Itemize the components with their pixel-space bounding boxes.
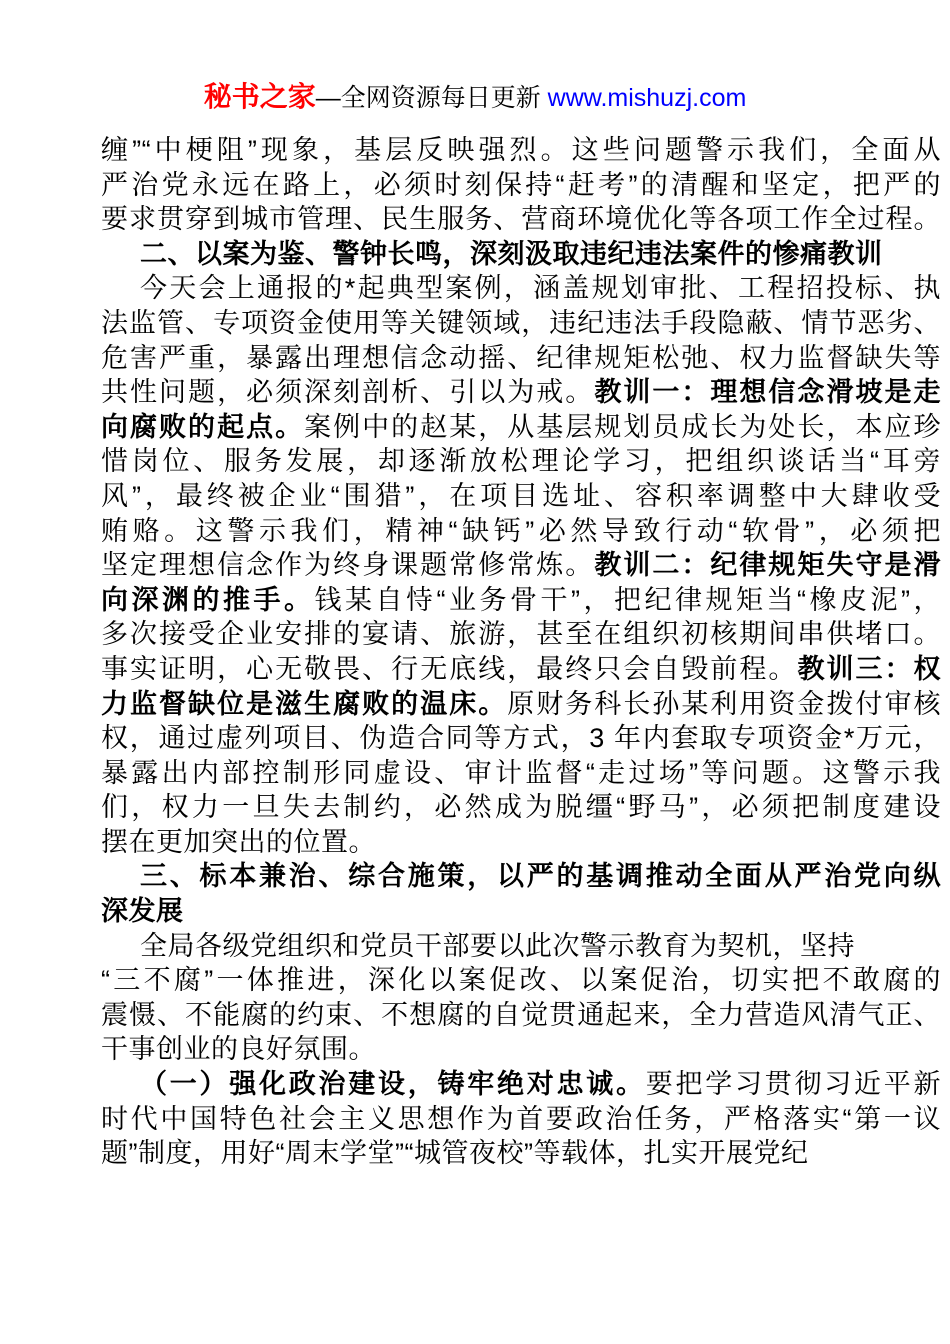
text-run: 要求贯穿到城市管理、民生服务、营商环境优化等各项工作全过程。 xyxy=(101,204,941,235)
text-run: 全局各级党组织和党员干部要以此次警示教育为契机，坚持 xyxy=(140,930,855,961)
text-line xyxy=(101,583,941,618)
text-line xyxy=(101,825,941,860)
site-name: 秘书之家 xyxy=(203,81,316,112)
site-url-link[interactable]: www.mishuzj.com xyxy=(547,84,747,112)
text-line xyxy=(101,1032,941,1067)
text-line xyxy=(101,168,941,203)
bold-text-run: 教训三：权 xyxy=(797,653,941,684)
text-line xyxy=(101,756,941,791)
bold-text-run: 深发展 xyxy=(101,896,184,927)
text-line xyxy=(101,721,941,756)
text-run: 们，权力一旦失去制约，必然成为脱缰“野马”，必须把制度建设 xyxy=(101,792,941,823)
text-run: 缠”“中梗阻”现象，基层反映强烈。这些问题警示我们，全面从 xyxy=(101,135,941,165)
text-run: 法监管、专项资金使用等关键领域，违纪违法手段隐蔽、情节恶劣、 xyxy=(101,307,941,338)
text-run: 题”制度，用好“周末学堂”“城管夜校”等载体，扎实开展党纪 xyxy=(101,1138,809,1169)
text-run: 暴露出内部控制形同虚设、审计监督“走过场”等问题。这警示我 xyxy=(101,757,941,788)
text-run: 贿赂。这警示我们，精神“缺钙”必然导致行动“软骨”，必须把 xyxy=(101,515,941,546)
text-line xyxy=(101,1136,941,1171)
text-run: 震慑、不能腐的约束、不想腐的自觉贯通起来，全力营造风清气正、 xyxy=(101,999,941,1030)
text-run: 严治党永远在路上，必须时刻保持“赶考”的清醒和坚定，把严的 xyxy=(101,169,941,200)
text-run: 事实证明，心无敬畏、行无底线，最终只会自毁前程。 xyxy=(101,653,798,684)
text-line xyxy=(101,202,941,237)
text-line xyxy=(101,1102,941,1137)
text-line xyxy=(101,341,941,376)
text-run: 今天会上通报的*起典型案例，涵盖规划审批、工程招投标、执 xyxy=(140,273,941,304)
text-line xyxy=(101,133,941,168)
text-line xyxy=(101,444,941,479)
heading-line xyxy=(101,894,941,929)
text-run: 共性问题，必须深刻剖析、引以为戒。 xyxy=(101,377,595,408)
site-tagline: —全网资源每日更新 xyxy=(315,84,548,112)
text-line xyxy=(101,963,941,998)
text-run: 钱某自恃“业务骨干”，把纪律规矩当“橡皮泥”， xyxy=(314,584,941,615)
bold-text-run: 向深渊的推手。 xyxy=(101,584,315,615)
text-run: 危害严重，暴露出理想信念动摇、纪律规矩松弛、权力监督缺失等 xyxy=(101,342,941,373)
text-line xyxy=(101,1067,941,1102)
bold-text-run: 教训二：纪律规矩失守是滑 xyxy=(594,550,941,581)
text-line xyxy=(101,271,941,306)
text-run: 干事创业的良好氛围。 xyxy=(101,1034,376,1065)
bold-text-run: 向腐败的起点。 xyxy=(101,411,305,442)
bold-text-run: 三、标本兼治、综合施策，以严的基调推动全面从严治党向纵 xyxy=(140,861,941,892)
text-run: 要把学习贯彻习近平新 xyxy=(645,1069,941,1100)
text-line xyxy=(101,514,941,549)
site-header xyxy=(0,82,950,113)
text-run: 多次接受企业安排的宴请、旅游，甚至在组织初核期间串供堵口。 xyxy=(101,619,941,650)
text-line xyxy=(101,548,941,583)
text-line xyxy=(101,998,941,1033)
heading-line xyxy=(101,859,941,894)
text-run: 惜岗位、服务发展，却逐渐放松理论学习，把组织谈话当“耳旁 xyxy=(101,446,941,477)
text-line xyxy=(101,687,941,722)
text-run: 案例中的赵某，从基层规划员成长为处长，本应珍 xyxy=(304,411,941,442)
text-line xyxy=(101,410,941,445)
document-body xyxy=(101,133,941,1171)
text-run: 坚定理想信念作为终身课题常修常炼。 xyxy=(101,550,595,581)
text-run: 原财务科长孙某利用资金拨付审核 xyxy=(507,688,941,719)
bold-text-run: （一）强化政治建设，铸牢绝对忠诚。 xyxy=(140,1069,646,1100)
heading-line xyxy=(101,237,941,272)
bold-text-run: 教训一：理想信念滑坡是走 xyxy=(594,377,941,408)
text-run: 时代中国特色社会主义思想作为首要政治任务，严格落实“第一议 xyxy=(101,1103,941,1134)
text-line xyxy=(101,790,941,825)
text-run: “三不腐”一体推进，深化以案促改、以案促治，切实把不敢腐的 xyxy=(101,965,941,996)
text-line xyxy=(101,617,941,652)
text-line xyxy=(101,652,941,687)
bold-text-run: 二、以案为鉴、警钟长鸣，深刻汲取违纪违法案件的惨痛教训 xyxy=(140,238,883,269)
text-line xyxy=(101,306,941,341)
text-line xyxy=(101,929,941,964)
text-run: 权，通过虚列项目、伪造合同等方式，3 年内套取专项资金*万元， xyxy=(101,723,941,754)
text-line xyxy=(101,479,941,514)
bold-text-run: 力监督缺位是滋生腐败的温床。 xyxy=(101,688,508,719)
text-run: 风”，最终被企业“围猎”，在项目选址、容积率调整中大肆收受 xyxy=(101,480,941,511)
text-line xyxy=(101,375,941,410)
text-run: 摆在更加突出的位置。 xyxy=(101,826,376,857)
